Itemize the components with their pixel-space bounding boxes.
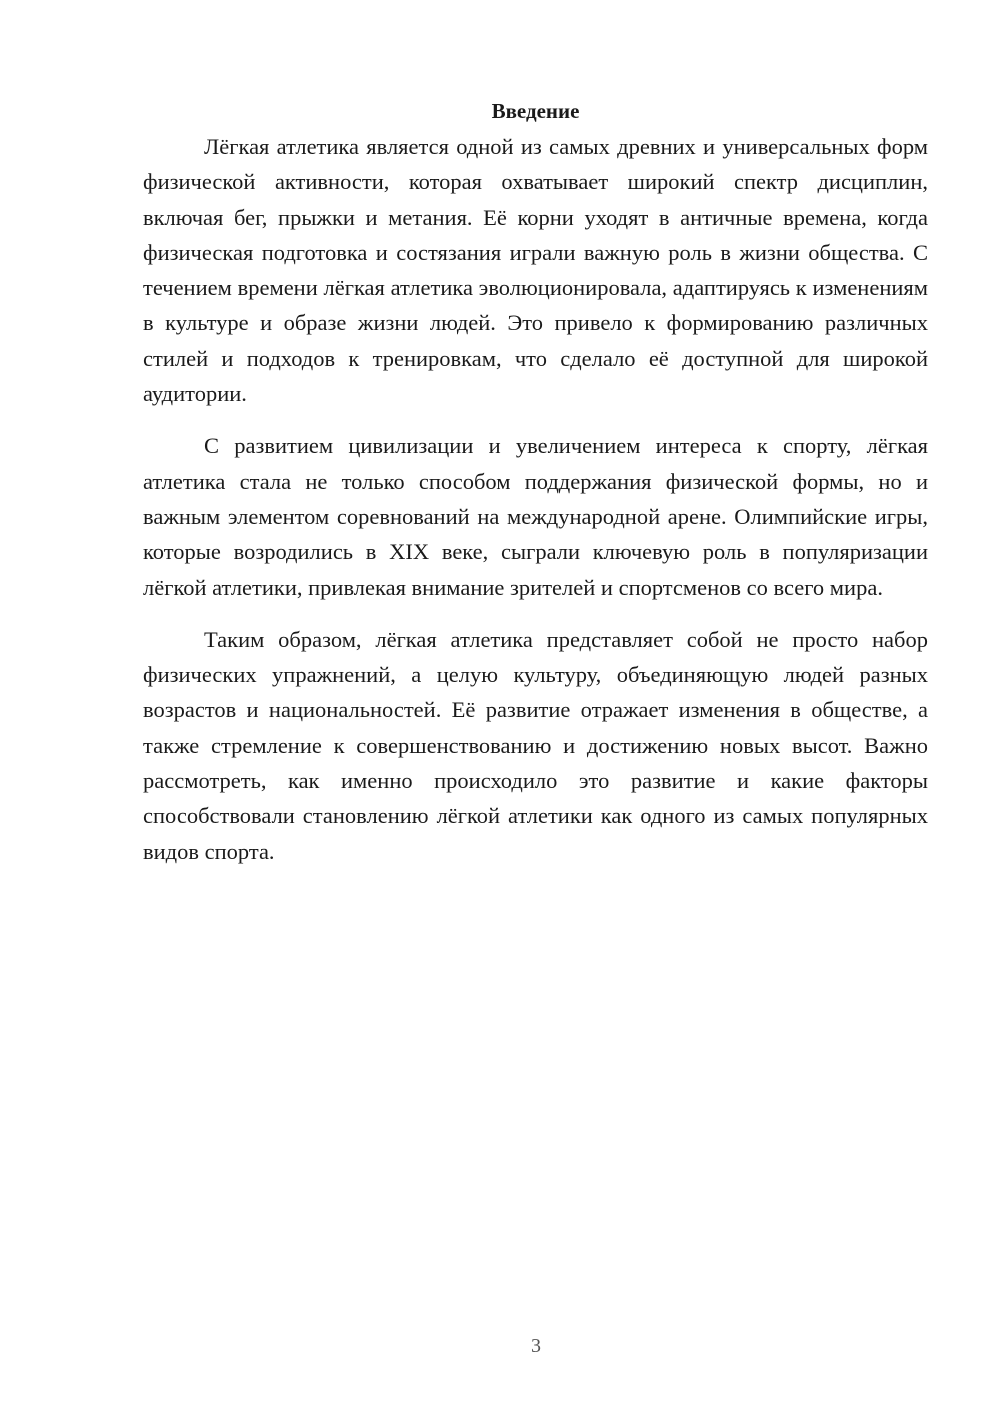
paragraph-1: Лёгкая атлетика является одной из самых древних и универсальных форм физической активности, которая охватывает широкий спектр дисциплин, включая бег, прыжки и метания. Её корни уходят в античные времена, когда физическая подготовка и состязания играли важную роль в жизни общества. С течением времени лёгкая атлетика эволюционировала, адаптируясь к изменениям в культуре и образе жизни людей. Это привело к формированию различных стилей и подходов к тренировкам, что сделало её доступной для широкой аудитории. <box>143 134 928 407</box>
paragraph-3: Таким образом, лёгкая атлетика представляет собой не просто набор физических упражнений, а целую культуру, объединяющую людей разных возрастов и национальностей. Её развитие отражает изменения в обществе, а также стремление к совершенствованию и достижению новых высот. Важно рассмотреть, как именно происходило это развитие и какие факторы способствовали становлению лёгкой атлетики как одного из самых популярных видов спорта. <box>143 626 928 864</box>
page-number: 3 <box>531 1335 541 1357</box>
section-heading: Введение <box>491 99 580 123</box>
paragraph-2: С развитием цивилизации и увеличением интереса к спорту, лёгкая атлетика стала не только способом поддержания физической формы, но и важным элементом соревнований на международной арене. Олимпийские игры, которые возродились в XIX веке, сыграли ключевую роль в популяризации лёгкой атлетики, привлекая внимание зрителей и спортсменов со всего мира. <box>143 433 928 600</box>
page-content <box>143 96 928 869</box>
